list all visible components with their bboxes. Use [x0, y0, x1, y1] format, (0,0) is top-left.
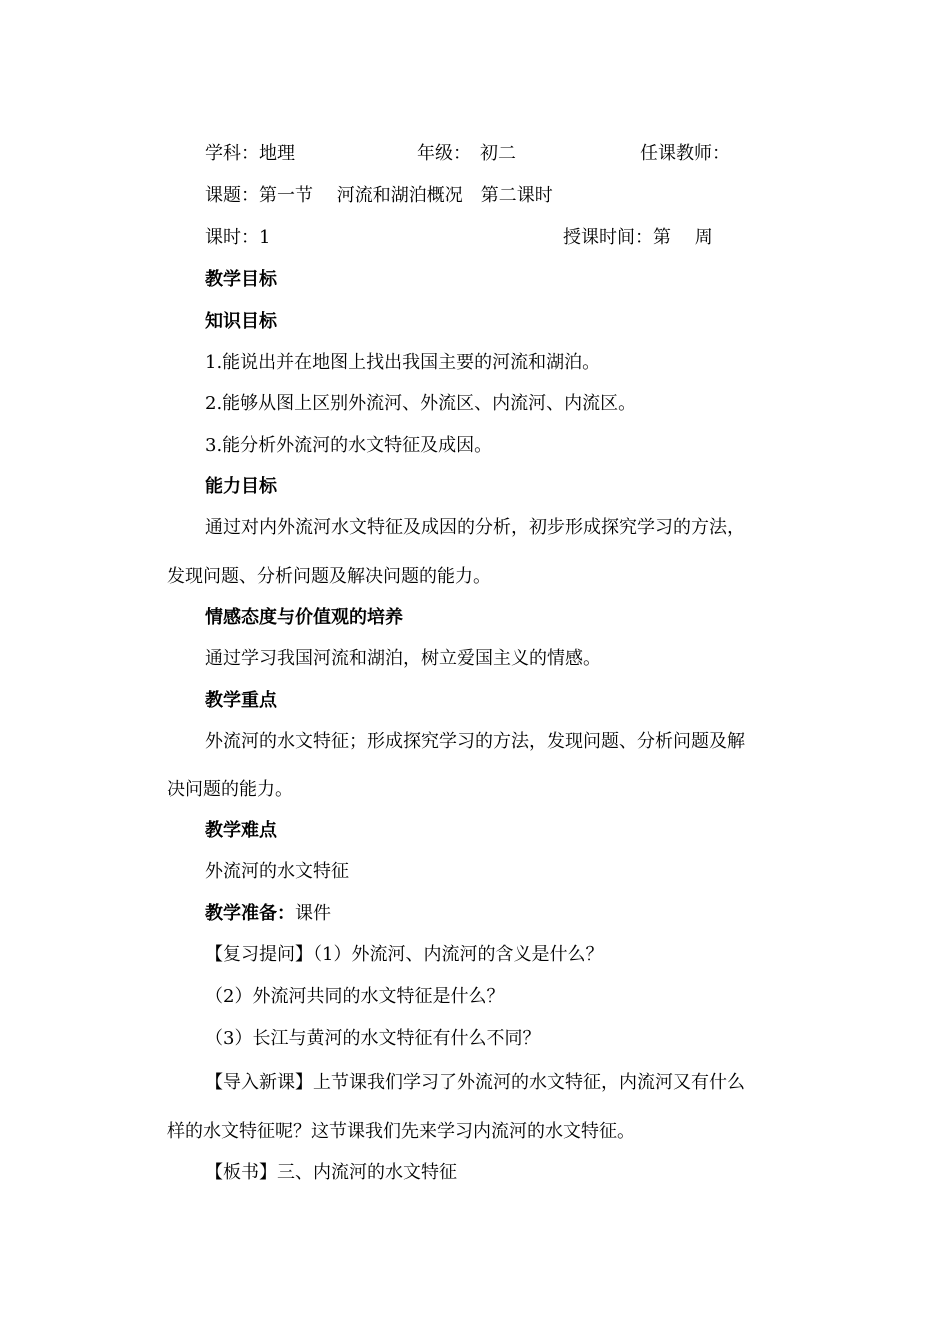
subject-field: 学科：地理 — [205, 143, 295, 164]
review-label: 【复习提问】 — [205, 944, 313, 965]
key-points-text: 外流河的水文特征；形成探究学习的方法，发现问题、分析问题及解 — [205, 731, 745, 752]
knowledge-item: 2.能够从图上区别外流河、外流区、内流河、内流区。 — [205, 393, 637, 414]
class-time-field: 授课时间：第 周 — [563, 227, 713, 248]
intro-text: 上节课我们学习了外流河的水文特征，内流河又有什么 — [313, 1072, 745, 1093]
ability-text: 通过对内外流河水文特征及成因的分析，初步形成探究学习的方法， — [205, 517, 745, 538]
intro-text-continued: 样的水文特征呢？这节课我们先来学习内流河的水文特征。 — [167, 1121, 635, 1142]
emotion-text: 通过学习我国河流和湖泊，树立爱国主义的情感。 — [205, 648, 601, 669]
teacher-field: 任课教师： — [640, 143, 730, 164]
key-points-heading: 教学重点 — [205, 690, 277, 711]
review-question: （2）外流河共同的水文特征是什么？ — [205, 986, 505, 1007]
review-question: （1）外流河、内流河的含义是什么？ — [313, 944, 604, 965]
knowledge-heading: 知识目标 — [205, 311, 277, 332]
intro-line — [205, 1071, 745, 1095]
intro-label: 【导入新课】 — [205, 1072, 313, 1093]
preparation-line — [205, 902, 331, 926]
objectives-heading: 教学目标 — [205, 269, 277, 290]
ability-heading: 能力目标 — [205, 476, 277, 497]
review-question: （3）长江与黄河的水文特征有什么不同？ — [205, 1028, 541, 1049]
board-line — [205, 1161, 457, 1185]
knowledge-item: 3.能分析外流河的水文特征及成因。 — [205, 435, 493, 456]
emotion-heading: 情感态度与价值观的培养 — [205, 607, 403, 628]
difficulties-heading: 教学难点 — [205, 820, 277, 841]
preparation-label: 教学准备： — [205, 903, 295, 924]
board-label: 【板书】 — [205, 1162, 277, 1183]
knowledge-item: 1.能说出并在地图上找出我国主要的河流和湖泊。 — [205, 352, 601, 373]
periods-field: 课时：1 — [205, 227, 271, 248]
topic-field: 课题：第一节 河流和湖泊概况 第二课时 — [205, 185, 553, 206]
ability-text-continued: 发现问题、分析问题及解决问题的能力。 — [167, 566, 491, 587]
review-line — [205, 943, 603, 967]
grade-field: 年级： 初二 — [417, 143, 516, 164]
difficulties-text: 外流河的水文特征 — [205, 861, 349, 882]
board-text: 三、内流河的水文特征 — [277, 1162, 457, 1183]
key-points-text-continued: 决问题的能力。 — [167, 779, 293, 800]
preparation-value: 课件 — [295, 903, 331, 924]
